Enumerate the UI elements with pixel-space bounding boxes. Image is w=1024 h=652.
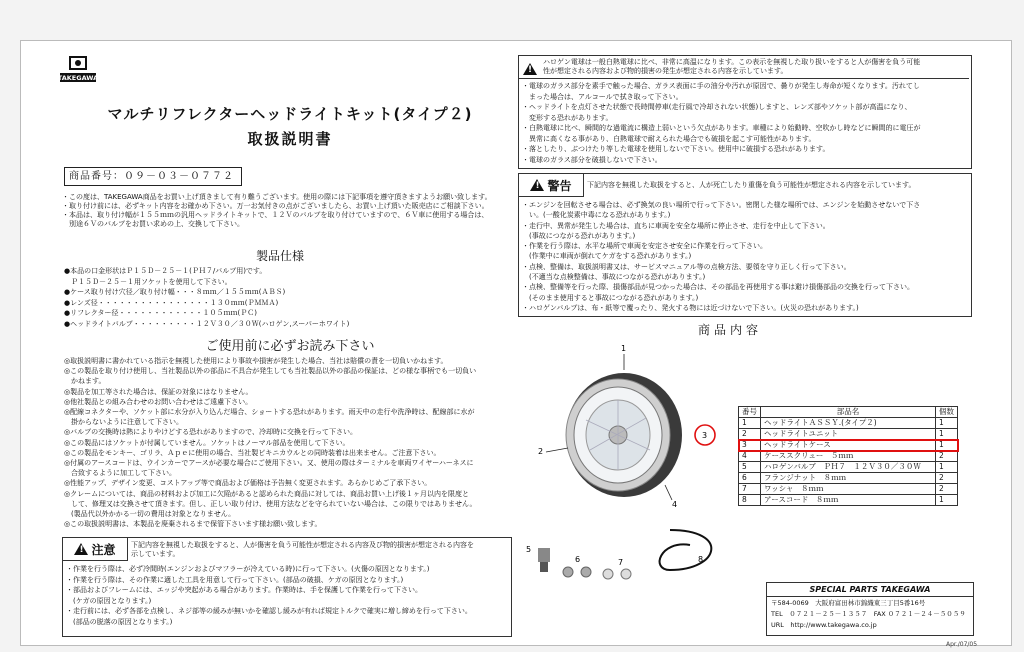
warning-item: (事故につながる恐れがあります。): [522, 231, 636, 240]
company-tel: TEL ０７２１－２５－１３５７ FAX ０７２１－２４－５０５９: [771, 610, 966, 618]
before-use-list: [64, 356, 476, 529]
warning-item: ・走行中、異常が発生した場合は、直ちに車両を安全な場所に停止させ、走行を中止して下さい。: [522, 221, 830, 230]
warning-box: [518, 173, 972, 317]
caution-box: [62, 537, 512, 637]
caution-item: (部品の脱落の原因となります。): [66, 617, 173, 626]
table-cell: 1: [936, 440, 958, 451]
caution-item: ・作業を行う際は、その作業に適した工具を用意して行って下さい。(部品の破損、ケガの原因となります。): [66, 575, 404, 584]
company-address: 〒584-0069 大阪府富田林市錦織東三丁目5番16号: [771, 599, 926, 607]
table-cell: ワッシャ ８ｍｍ: [761, 484, 936, 495]
callout-7: 7: [618, 558, 624, 567]
halogen-note-list: [522, 81, 920, 165]
callout-2: 2: [538, 447, 544, 456]
warning-triangle-icon: !: [74, 543, 88, 555]
spec-item: ●ヘッドライトバルブ・・・・・・・・・１２Ｖ３０／３０Ｗ(ハロゲン,スーパーホワイト): [64, 319, 350, 328]
callout-3: 3: [702, 431, 708, 440]
caution-item: ・部品およびフレームには、エッジや突起がある場合があります。作業時は、手を保護して作業を行って下さい。: [66, 586, 423, 594]
table-header: 個数: [936, 407, 958, 418]
intro-line: 別途６Ｖのバルブをお買い求めの上、交換して下さい。: [62, 220, 244, 228]
table-header: 番号: [739, 407, 761, 418]
warning-item: ・ハロゲンバルブは、布・紙等で覆ったり、発火する物には近づけないで下さい。(火災の恐れがあります。): [522, 303, 859, 312]
table-cell: 2: [936, 473, 958, 484]
before-use-item: ◎他社製品との組み合わせのお問い合わせはご遠慮下さい。: [64, 397, 253, 406]
callout-8: 8: [698, 555, 704, 564]
caution-lead-line: 下記内容を無視した取扱をすると、人が傷害を負う可能性が想定される内容及び物的損害が想定される内容を: [131, 541, 474, 549]
flange-nut: [563, 567, 573, 577]
callout-5: 5: [526, 545, 532, 554]
intro-line: ・この度は、TAKEGAWA商品をお買い上げ頂きまして有り難うございます。使用の際には下記事項を遵守頂きますようお願い致します。: [62, 193, 492, 201]
table-cell: 2: [936, 484, 958, 495]
warning-item: (不適当な点検整備は、事故につながる恐れがあります。): [522, 273, 706, 282]
caution-list: [66, 564, 472, 627]
warning-item: ・作業を行う際は、水平な場所で車両を安定させ安全に作業を行って下さい。: [522, 242, 767, 251]
earth-cord: [660, 530, 712, 570]
before-use-item: して、修理又は交換させて頂きます。但し、正しい取り付け、使用方法などを守られていない場合は、この限りではありません。: [64, 499, 477, 508]
halogen-note-item: ・白熱電球に比べ、瞬間的な過電流に構造上弱いという欠点があります。車種により始動時、空吹かし時などに瞬間的に電圧が: [522, 124, 921, 132]
table-row: [739, 484, 958, 495]
warning-label-box: [519, 174, 584, 197]
table-cell: 1: [739, 418, 761, 429]
table-cell: 5: [739, 462, 761, 473]
table-header: 部品名: [761, 407, 936, 418]
callout-4: 4: [672, 500, 678, 509]
company-name: SPECIAL PARTS TAKEGAWA: [767, 583, 973, 597]
before-use-item: ◎付属のアースコードは、ウインカーでアースが必要な場合にご使用下さい。又、使用の際はターミナルを車両ワイヤーハーネスに: [64, 459, 474, 468]
product-illustration: [520, 340, 740, 582]
washer: [603, 569, 613, 579]
table-cell: 7: [739, 484, 761, 495]
warning-label: 警告: [547, 178, 572, 193]
spec-item: ●ケース取り付け穴径／取り付け幅・・・８ｍｍ／１５５ｍｍ(ＡＢＳ): [64, 288, 286, 296]
table-cell: 4: [739, 451, 761, 462]
table-cell: 2: [936, 451, 958, 462]
table-cell: 8: [739, 495, 761, 506]
spec-item: ●レンズ径・・・・・・・・・・・・・・・・１３０ｍｍ(ＰＭＭＡ): [64, 298, 279, 307]
table-cell: ケーススクリュー ５ｍｍ: [761, 451, 936, 462]
table-cell: アースコード ８ｍｍ: [761, 495, 936, 506]
warning-lead: 下記内容を無視した取扱をすると、人が死亡したり重傷を負う可能性が想定される内容を示しています。: [587, 181, 916, 189]
table-cell: ヘッドライトユニット: [761, 429, 936, 440]
before-use-item: ◎この取扱説明書は、本製品を廃棄されるまで保管下さいます様お願い致します。: [64, 520, 322, 529]
before-use-item: 合致するように加工して下さい。: [64, 469, 176, 478]
table-row: [739, 495, 958, 506]
warning-triangle-icon: !: [530, 179, 544, 191]
company-info-box: [766, 582, 974, 636]
table-cell: ヘッドライトＡＳＳＹ.(タイプ２): [761, 418, 936, 429]
halogen-note-line: ハロゲン電球は一般白熱電球に比べ、非常に高温になります。この表示を無視した取り扱いをすると人が傷害を負う可能: [543, 58, 921, 66]
halogen-note-item: ・電球のガラス部分を素手で触った場合、ガラス表面に手の油分や汚れが原因で、曇りが発生し寿命が短くなります。汚れてし: [522, 82, 920, 90]
table-row: [739, 429, 958, 440]
halogen-note-item: ・ヘッドライトを点灯させた状態で長時間停車(走行風で冷却されない状態)しますと、レンズ部やソケット部が高温になり、: [522, 103, 912, 111]
before-use-item: ◎この製品を取り付け使用し、当社製品以外の部品に不具合が発生しても当社製品以外の部品の保証は、どの様な事柄でも一切負い: [64, 367, 477, 376]
halogen-bulb: [538, 548, 550, 562]
before-use-item: ◎配線コネクターや、ソケット部に水分が入り込んだ場合、ショートする恐れがあります。雨天中の走行や洗浄時は、配線部に水が: [64, 408, 475, 417]
caution-label-box: [63, 538, 128, 561]
footer-date: Apr./07/05: [946, 641, 978, 648]
table-cell: ハロゲンバルブ ＰＨ７ １２Ｖ３０／３０Ｗ: [761, 462, 936, 473]
table-header-row: [739, 407, 958, 418]
before-use-item: ◎クレームについては、商品の材料および加工に欠陥があると認められた商品に対しては、商品お買い上げ後１ヶ月以内を限度と: [64, 489, 469, 498]
caution-lead: [131, 541, 474, 559]
table-cell: ヘッドライトケース: [761, 440, 936, 451]
caution-item: ・作業を行う際は、必ず冷間時(エンジンおよびマフラーが冷えている時)に行って下さい。(火傷の原因となります。): [66, 565, 430, 573]
caution-label: 注意: [91, 542, 116, 557]
spec-item: Ｐ１５Ｄ－２５－１用ソケットを使用して下さい。: [64, 277, 232, 286]
parts-table: [738, 406, 958, 506]
warning-item: (作業中に車両が倒れてケガをする恐れがあります。): [522, 252, 692, 261]
spec-heading: 製品仕様: [255, 249, 304, 263]
halogen-note-item: ・電球のガラス部分を破損しないで下さい。: [522, 155, 662, 164]
before-use-item: ◎製品を加工等された場合は、保証の対象にはなりません。: [64, 387, 253, 396]
halogen-note-lead: [543, 58, 920, 76]
warning-list: [522, 200, 920, 313]
halogen-note-item: 変形する恐れがあります。: [522, 113, 613, 122]
halogen-note-item: 異常に高くなる事があり、白熱電球で耐えられた場合でも破損を起こす可能性があります。: [522, 134, 816, 143]
spec-item: ●本品の口金形状はＰ１５Ｄ－２５－１(ＰＨ７/バルブ用)です。: [64, 267, 267, 275]
halogen-note-line: 性が想定される内容および物的損害の発生が想定される内容を示しています。: [543, 67, 788, 75]
warning-item: い。(一酸化炭素中毒になる恐れがあります。): [522, 211, 671, 220]
table-cell: 3: [739, 440, 761, 451]
table-row: [739, 451, 958, 462]
caution-item: (ケガの原因となります。): [66, 596, 152, 605]
callout-1: 1: [621, 344, 627, 353]
spec-item: ●リフレクター径・・・・・・・・・・・・１０５ｍｍ(ＰＣ): [64, 309, 258, 317]
before-use-heading: ご使用前に必ずお読み下さい: [205, 339, 375, 354]
table-row: [739, 473, 958, 484]
intro-line: ・取り付け前には、必ずキット内容をお確かめ下さい。万一お気付きの点がございましたら、お買い上げ頂いた販売店にご相談下さい。: [62, 202, 489, 210]
warning-item: ・エンジンを回転させる場合は、必ず換気の良い場所で行って下さい。密閉した様な場所では、エンジンを始動させないで下さ: [522, 201, 921, 209]
warning-item: ・点検、整備等を行った際、損傷部品が見つかった場合は、その部品を再使用する事は避け損傷部品の交換を行って下さい。: [522, 283, 914, 292]
table-cell: 1: [936, 495, 958, 506]
halogen-note-header: [519, 56, 969, 79]
company-url: URL http://www.takegawa.co.jp: [771, 621, 877, 629]
before-use-item: (製品代以外かかる一切の費用は対象となりません。: [64, 510, 236, 519]
product-number: 商品番号：０９－０３－０７７２: [64, 167, 242, 186]
warning-item: ・点検、整備は、取扱説明書又は、サービスマニュアル等の点検方法、要領を守り正しく行って下さい。: [522, 262, 851, 271]
before-use-item: ◎この製品をモンキー、ゴリラ、Ａｐｅに使用の場合、当社製ビキニカウルとの同時装着は出来ません。ご注意下さい。: [64, 448, 441, 457]
intro-line: ・本品は、取り付け幅が１５５ｍｍの汎用ヘッドライトキットで、１２Ｖのバルブを取り付けていますので、６Ｖ車に使用する場合は、: [62, 211, 489, 219]
contents-heading: 商品内容: [697, 323, 762, 337]
table-cell: 1: [936, 418, 958, 429]
halogen-note-item: まった場合は、アルコールで拭き取って下さい。: [522, 92, 683, 101]
table-cell: フランジナット ８ｍｍ: [761, 473, 936, 484]
intro-block: [62, 193, 492, 229]
table-cell: 6: [739, 473, 761, 484]
doc-subtitle: 取扱説明書: [247, 130, 333, 148]
halogen-note-box: [518, 55, 972, 169]
table-row: [739, 418, 958, 429]
doc-title: マルチリフレクターヘッドライトキット(タイプ２): [107, 105, 473, 123]
warning-item: (そのまま使用すると事故につながる恐れがあります。): [522, 293, 699, 302]
table-cell: 1: [936, 462, 958, 473]
before-use-item: ◎この製品にはソケットが付属していません。ソケットはノーマル部品を使用して下さい。: [64, 438, 350, 447]
caution-lead-line: 示しています。: [131, 550, 180, 558]
halogen-note-item: ・落としたり、ぶつけたり等した電球を使用しないで下さい。使用中に破損する恐れがあります。: [522, 145, 830, 153]
caution-item: ・走行前には、必ず各部を点検し、ネジ部等の緩みが無いかを確認し緩みが有れば規定トルクで確実に増し締めを行って下さい。: [66, 607, 472, 615]
before-use-item: 掛からないように注意して下さい。: [64, 418, 183, 427]
before-use-item: ◎バルブの交換時は熱によりやけどする恐れがありますので、冷却時に交換を行って下さい。: [64, 428, 357, 437]
table-cell: 2: [739, 429, 761, 440]
before-use-item: かねます。: [64, 377, 106, 386]
table-row: [739, 462, 958, 473]
callout-6: 6: [575, 555, 581, 564]
table-row-highlighted: [739, 440, 958, 451]
logo-text: TAKEGAWA: [58, 74, 98, 82]
before-use-item: ◎取扱説明書に書かれている指示を無視した使用により事故や損害が発生した場合、当社は賠償の責を一切負いかねます。: [64, 357, 448, 365]
before-use-item: ◎性能アップ、デザイン変更、コストアップ等で商品および価格は予告無く変更されます。あらかじめご了承下さい。: [64, 479, 432, 488]
table-cell: 1: [936, 429, 958, 440]
warning-triangle-icon: !: [523, 63, 537, 75]
spec-list: [64, 266, 349, 329]
takegawa-logo: [58, 55, 98, 89]
